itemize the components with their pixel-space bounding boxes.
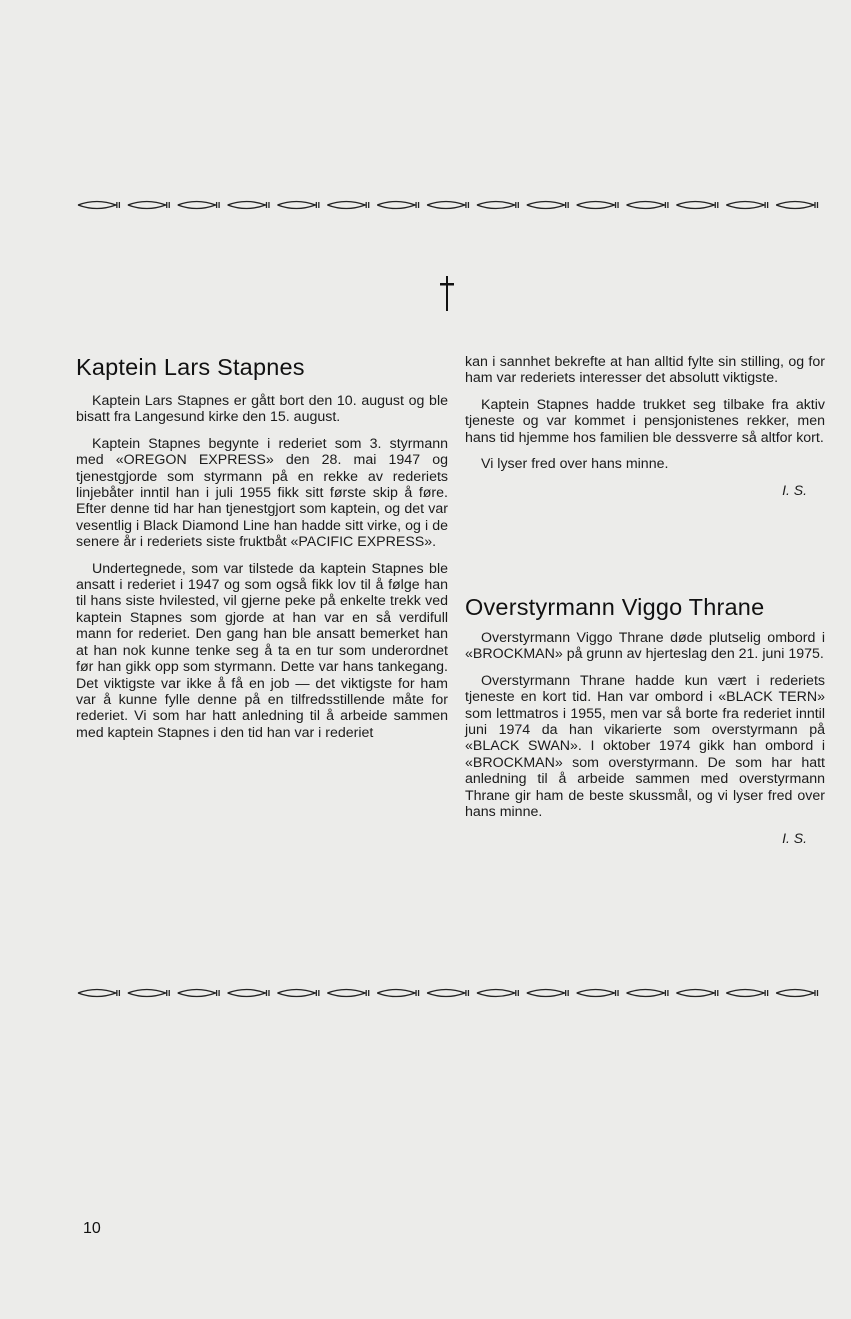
- page-number: 10: [83, 1220, 101, 1237]
- paragraph: Vi lyser fred over hans minne.: [481, 456, 669, 473]
- obituary-title-stapnes: Kaptein Lars Stapnes: [76, 354, 305, 380]
- cross-icon: [437, 274, 457, 314]
- paragraph: Kaptein Stapnes hadde trukket seg tilbake fra aktiv tjeneste og var kommet i pensjonistenes rekker, men hans tid hjemme hos familien ble dessverre så altfor kort.: [465, 396, 825, 446]
- paragraph: kan i sannhet bekrefte at han alltid fylte sin stilling, og for ham var rederiets interesser det absolutt viktigste.: [465, 354, 825, 387]
- obituary-stapnes-left-column: [76, 354, 448, 751]
- obituary-thrane-column: [465, 630, 825, 846]
- ornament-divider-top: [74, 194, 822, 216]
- obituary-thrane-header: [465, 594, 835, 633]
- signature: I. S.: [782, 482, 807, 499]
- signature: I. S.: [782, 830, 807, 847]
- paragraph: Overstyrmann Thrane hadde kun vært i rederiets tjeneste en kort tid. Han var ombord i «BLACK TERN» som lettmatros i 1955, men var så borte fra rederiet inntil juni 1974 da han vikarierte som overstyrmann på «BLACK SWAN». I oktober 1974 gikk han ombord i «BROCKMAN» som overstyrmann. De som har hatt anledning til å arbeide sammen med overstyrmann Thrane gir ham de beste skussmål, og vi lyser fred over hans minne.: [465, 672, 825, 821]
- paragraph: Overstyrmann Viggo Thrane døde plutselig ombord i «BROCKMAN» på grunn av hjerteslag den 21. juni 1975.: [465, 630, 825, 663]
- paragraph: Undertegnede, som var tilstede da kaptein Stapnes ble ansatt i rederiet i 1947 og som også fikk lov til å følge han til hans siste hvilested, vil gjerne peke på enkelte trekk ved kaptein Stapnes som gjorde at han var en så verdifull mann for rederiet. Den gang han ble ansatt bemerket han at han nok kunne tenke seg å ta en tur som underordnet før han gikk opp som styrmann. Dette var hans tankegang. Det viktigste var ikke å få en job — det viktigste for ham var å kunne fylle denne på en tilfredsstillende måte for rederiet. Vi som har hatt anledning til å arbeide sammen med kaptein Stapnes i den tid han var i rederiet: [76, 560, 448, 741]
- paragraph: Kaptein Stapnes begynte i rederiet som 3. styrmann med «OREGON EXPRESS» den 28. mai 1947 og tjenestgjorde som styrmann på en rekke av rederiets linjebåter inntil han i juli 1955 fikk sitt første skip å føre. Efter denne tid har han tjenestgjort som kaptein, og det var vesentlig i Black Diamond Line han hadde sitt virke, og i de senere år i rederiets siste fruktbåt «PACIFIC EXPRESS».: [76, 435, 448, 551]
- ornament-divider-bottom: [74, 982, 822, 1004]
- obituary-title-thrane: Overstyrmann Viggo Thrane: [465, 594, 765, 620]
- obituary-stapnes-right-column: [465, 354, 825, 498]
- paragraph: Kaptein Lars Stapnes er gått bort den 10. august og ble bisatt fra Langesund kirke den 15. august.: [76, 393, 448, 426]
